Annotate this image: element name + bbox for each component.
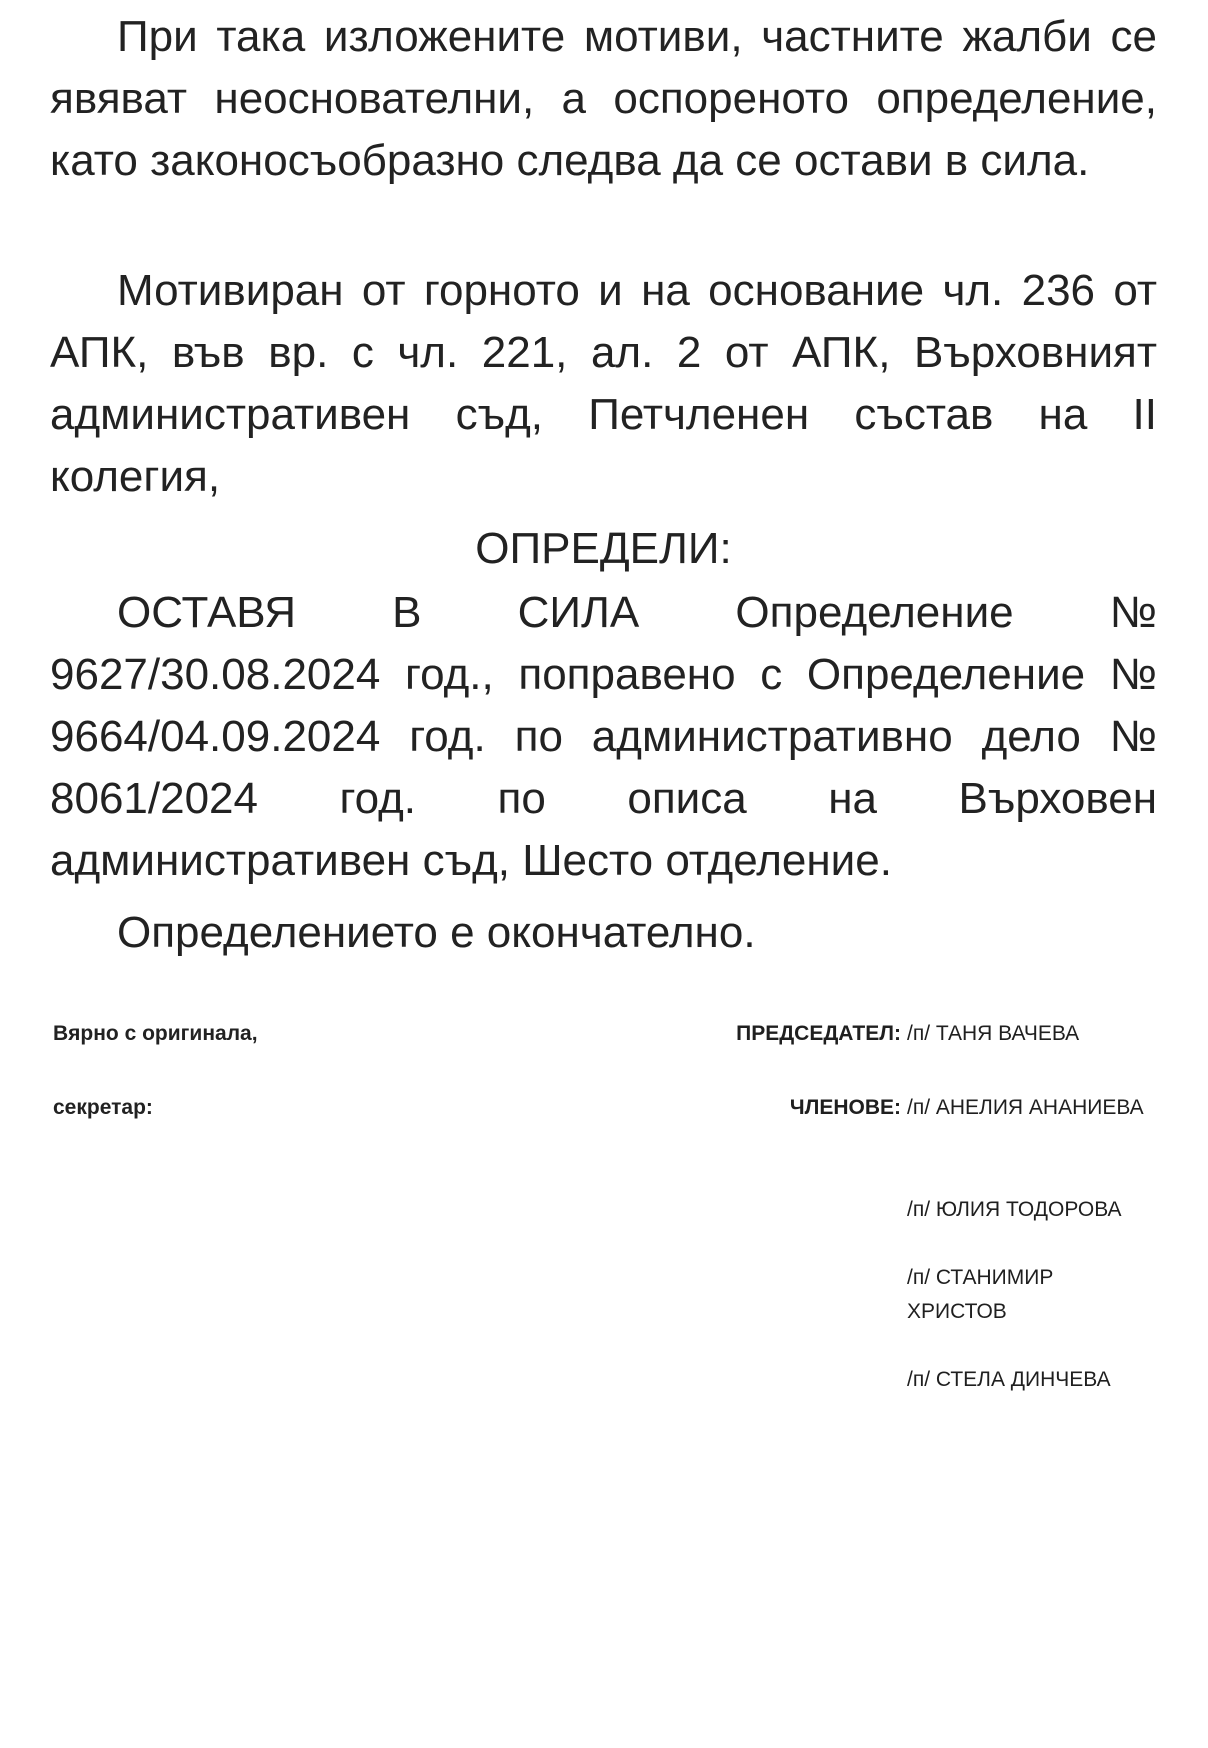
member-name: /п/ ЮЛИЯ ТОДОРОВА bbox=[907, 1198, 1122, 1221]
member-name: /п/ АНЕЛИЯ АНАНИЕВА bbox=[907, 1096, 1144, 1119]
paragraph-final: Определението е окончателно. bbox=[117, 908, 756, 957]
paragraph-ruling: ОСТАВЯ В СИЛА Определение № 9627/30.08.2024 год., поправено с Определение № 9664/04.09.2024 год. по административно дело № 8061/2024 год. по описа на Върховен административен съд, Шесто отделение. bbox=[50, 588, 1157, 885]
chair-role-label: ПРЕДСЕДАТЕЛ: bbox=[736, 1022, 901, 1045]
member-name: /п/ СТАНИМИР ХРИСТОВ bbox=[907, 1266, 1054, 1323]
paragraph-conclusion: При така изложените мотиви, частните жалби се явяват неоснователни, а оспореното определение, като законосъобразно следва да се остави в сила. bbox=[50, 12, 1157, 185]
member-name: /п/ СТЕЛА ДИНЧЕВА bbox=[907, 1368, 1111, 1391]
paragraph-legal-basis: Мотивиран от горното и на основание чл. 236 от АПК, във вр. с чл. 221, ал. 2 от АПК, Върховният административен съд, Петчленен състав на II колегия, bbox=[50, 266, 1157, 501]
ruling-heading: ОПРЕДЕЛИ: bbox=[475, 524, 732, 573]
chair-name: /п/ ТАНЯ ВАЧЕВА bbox=[907, 1022, 1080, 1045]
secretary-label: секретар: bbox=[53, 1096, 153, 1119]
members-role-label: ЧЛЕНОВЕ: bbox=[789, 1096, 901, 1119]
certified-label: Вярно с оригинала, bbox=[53, 1022, 258, 1045]
